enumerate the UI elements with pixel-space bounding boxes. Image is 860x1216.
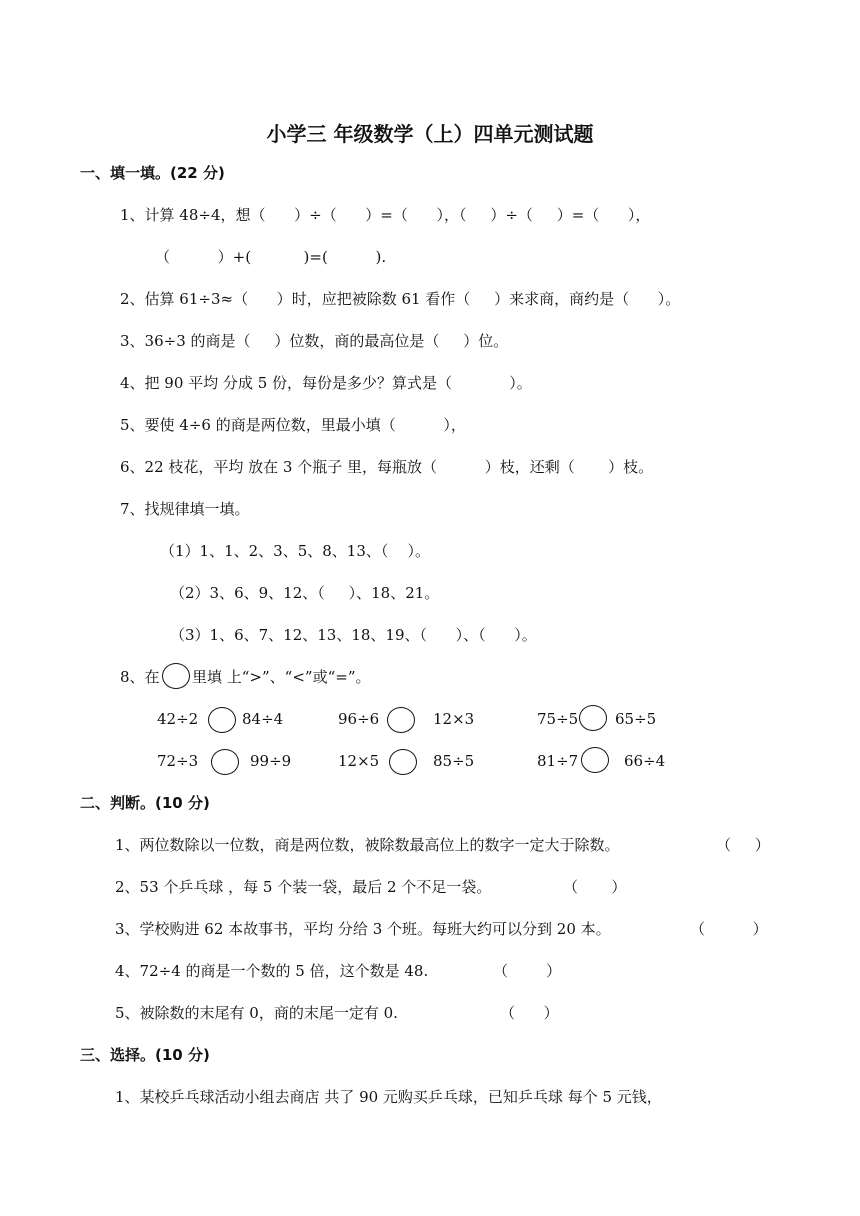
question-7-item-1: （1）1、1、2、3、5、8、13、（ ）。 [160,542,430,560]
question-6: 6、22 枝花，平均 放在 3 个瓶子 里，每瓶放（ ）枝，还剩（ ）枝。 [120,458,654,476]
compare-circle[interactable] [579,705,607,731]
judge-question-4: 4、72÷4 的商是一个数的 5 倍，这个数是 48. [115,962,429,980]
compare-circle[interactable] [389,749,417,775]
compare-circle[interactable] [211,749,239,775]
compare-left: 42÷2 [157,710,199,728]
question-4: 4、把 90 平均 分成 5 份，每份是多少？算式是（ ）。 [120,374,532,392]
compare-right: 99÷9 [250,752,292,770]
compare-right: 84÷4 [242,710,284,728]
question-7-item-2: （2）3、6、9、12、（ ）、18、21。 [170,584,440,602]
judge-answer-5[interactable]: （ ） [500,1004,559,1022]
question-8-prefix: 8、在 [120,668,160,686]
question-2: 2、估算 61÷3≈（ ）时，应把被除数 61 看作（ ）来求商，商约是（ ）。 [120,290,681,308]
compare-left: 72÷3 [157,752,199,770]
judge-answer-4[interactable]: （ ） [493,962,562,980]
question-1-line-2: （ ）+( )=( ). [155,248,387,266]
compare-left: 96÷6 [338,710,380,728]
page-title: 小学三 年级数学（上）四单元测试题 [266,122,594,146]
compare-left: 81÷7 [537,752,579,770]
compare-right: 65÷5 [615,710,657,728]
compare-left: 12×5 [338,752,380,770]
judge-question-1: 1、两位数除以一位数，商是两位数，被除数最高位上的数字一定大于除数。 [115,836,620,854]
question-7-item-3: （3）1、6、7、12、13、18、19、（ ）、（ ）。 [170,626,537,644]
judge-answer-3[interactable]: （ ） [690,920,768,938]
choice-question-1: 1、某校乒乓球活动小组去商店 共了 90 元购买乒乓球，已知乒乓球 每个 5 元钱， [115,1088,662,1106]
judge-question-2: 2、53 个乒乓球 ，每 5 个装一袋，最后 2 个不足一袋。 [115,878,492,896]
question-3: 3、36÷3 的商是（ ）位数，商的最高位是（ ）位。 [120,332,509,350]
judge-answer-2[interactable]: （ ） [563,878,627,896]
section-3-heading: 三、选择。(10 分) [80,1046,210,1064]
compare-right: 85÷5 [433,752,475,770]
compare-circle-example [162,663,190,689]
question-8-instruction: 里填 上“>”、“<”或“=”。 [192,668,371,686]
judge-answer-1[interactable]: （ ） [716,836,770,854]
section-2-heading: 二、判断。(10 分) [80,794,210,812]
compare-circle[interactable] [581,747,609,773]
judge-question-5: 5、被除数的末尾有 0，商的末尾一定有 0. [115,1004,398,1022]
section-1-heading: 一、填一填。(22 分) [80,164,225,182]
compare-right: 66÷4 [624,752,666,770]
question-1-line-1: 1、计算 48÷4，想（ ）÷（ ）=（ ），（ ）÷（ ）=（ ）， [120,206,651,224]
question-7: 7、找规律填一填。 [120,500,250,518]
compare-right: 12×3 [433,710,475,728]
compare-circle[interactable] [387,707,415,733]
judge-question-3: 3、学校购进 62 本故事书，平均 分给 3 个班。每班大约可以分到 20 本。 [115,920,611,938]
compare-circle[interactable] [208,707,236,733]
compare-left: 75÷5 [537,710,579,728]
question-5: 5、要使 4÷6 的商是两位数，里最小填（ ）， [120,416,466,434]
